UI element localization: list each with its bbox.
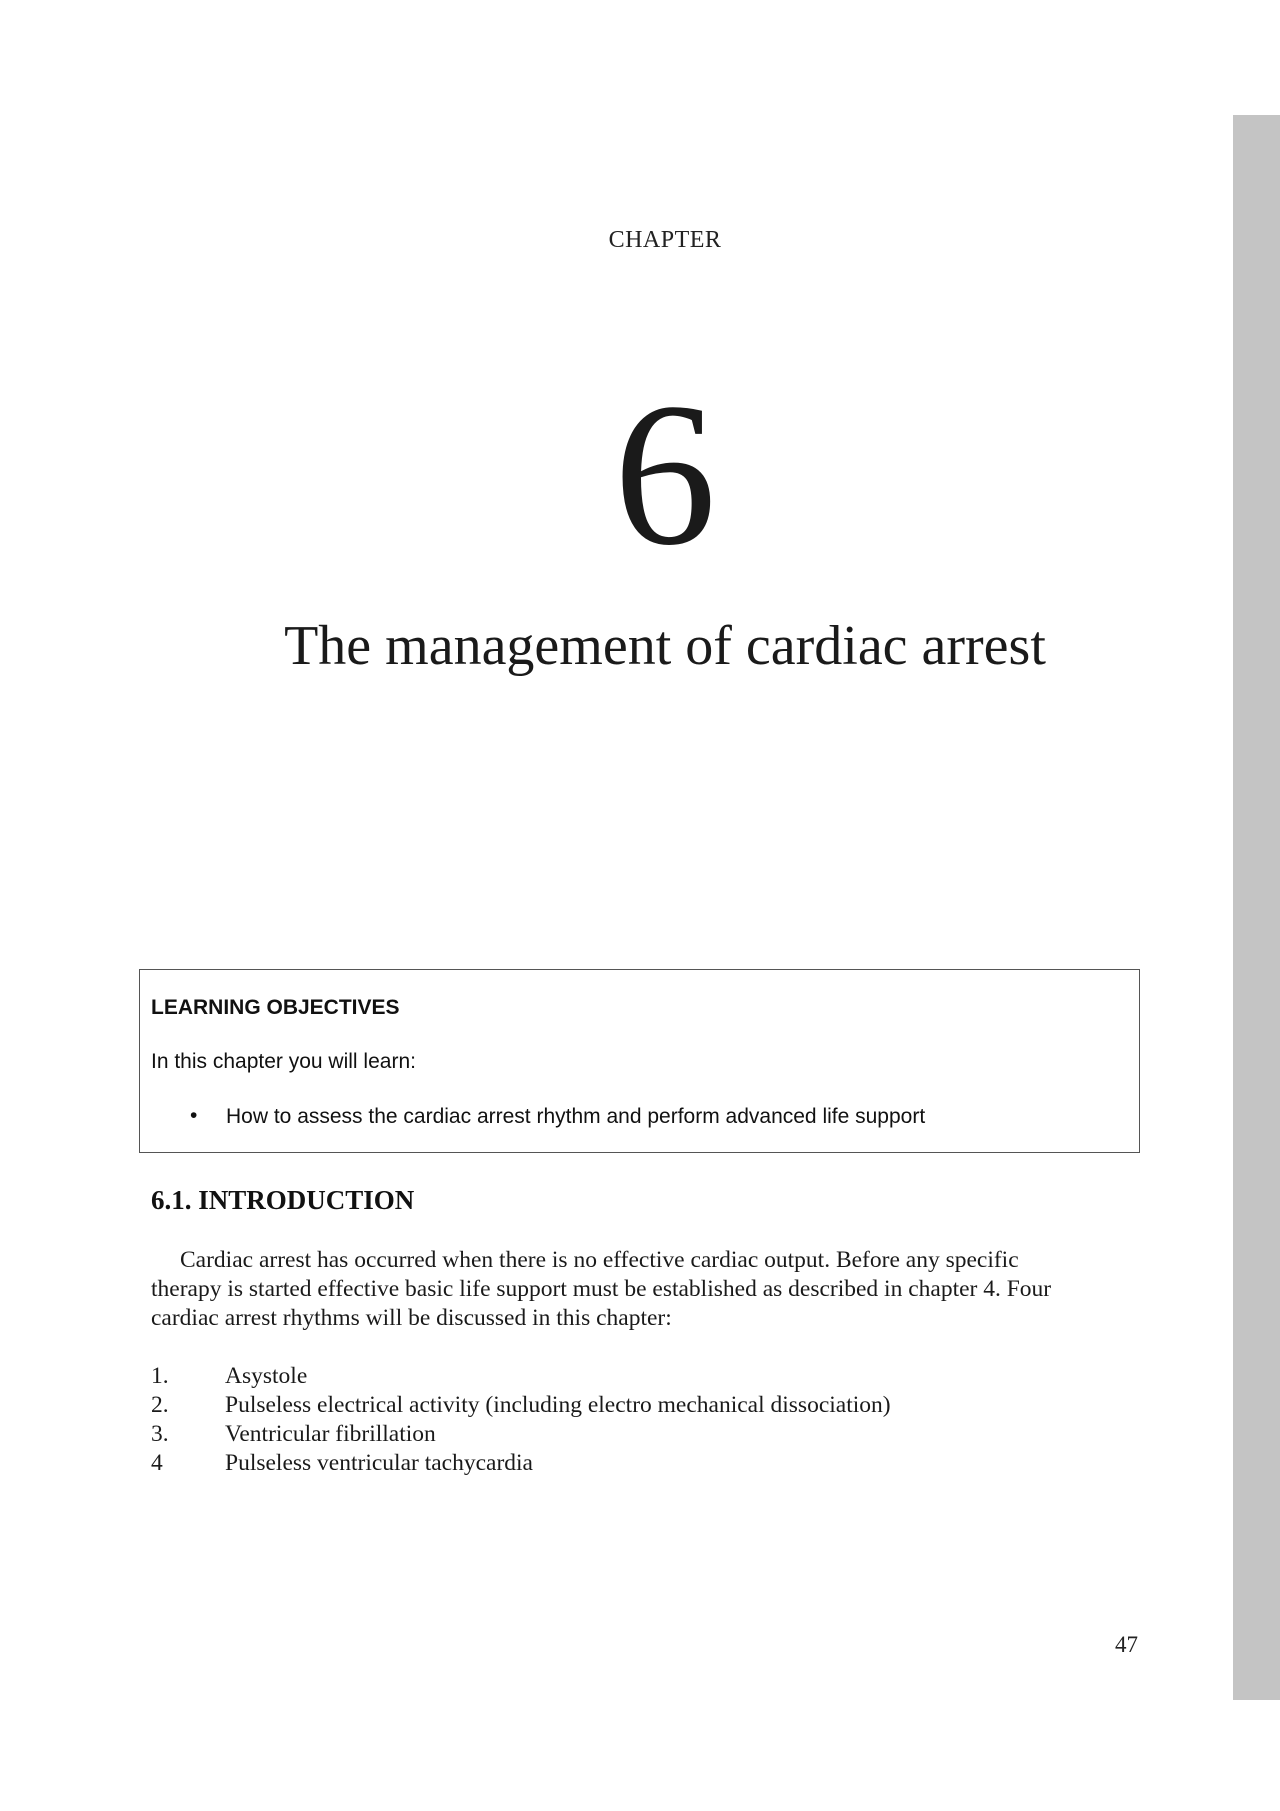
list-item-number: 1. [151,1363,169,1389]
learning-objectives-heading: LEARNING OBJECTIVES [151,996,400,1019]
list-item-number: 3. [151,1421,169,1447]
section-heading: 6.1. INTRODUCTION [151,1185,415,1215]
list-item-number: 4 [151,1450,163,1476]
page-number: 47 [1115,1632,1138,1657]
list-item [151,1391,891,1420]
learning-objective-item: How to assess the cardiac arrest rhythm and perform advanced life support [226,1105,926,1128]
list-item-text: Ventricular fibrillation [225,1421,436,1447]
list-item [151,1449,891,1478]
chapter-title: The management of cardiac arrest [284,615,1046,677]
list-item-text: Asystole [225,1363,308,1389]
chapter-label: CHAPTER [608,227,722,253]
intro-paragraph: Cardiac arrest has occurred when there is no effective cardiac output. Before any specific therapy is started effective basic life support must be established as described in chapter 4. Four cardiac arrest rhythms will be discussed in this chapter: [151,1247,1052,1331]
side-tab [1233,115,1280,1700]
chapter-number: 6 [613,361,717,588]
learning-objectives-box [139,969,1140,1153]
list-item-text: Pulseless electrical activity (including electro mechanical dissociation) [225,1392,891,1418]
list-item [151,1420,891,1449]
learning-objectives-intro: In this chapter you will learn: [151,1050,416,1073]
list-item-number: 2. [151,1392,169,1418]
rhythm-list [151,1362,891,1478]
bullet-icon: • [190,1104,198,1127]
list-item-text: Pulseless ventricular tachycardia [225,1450,533,1476]
list-item [151,1362,891,1391]
